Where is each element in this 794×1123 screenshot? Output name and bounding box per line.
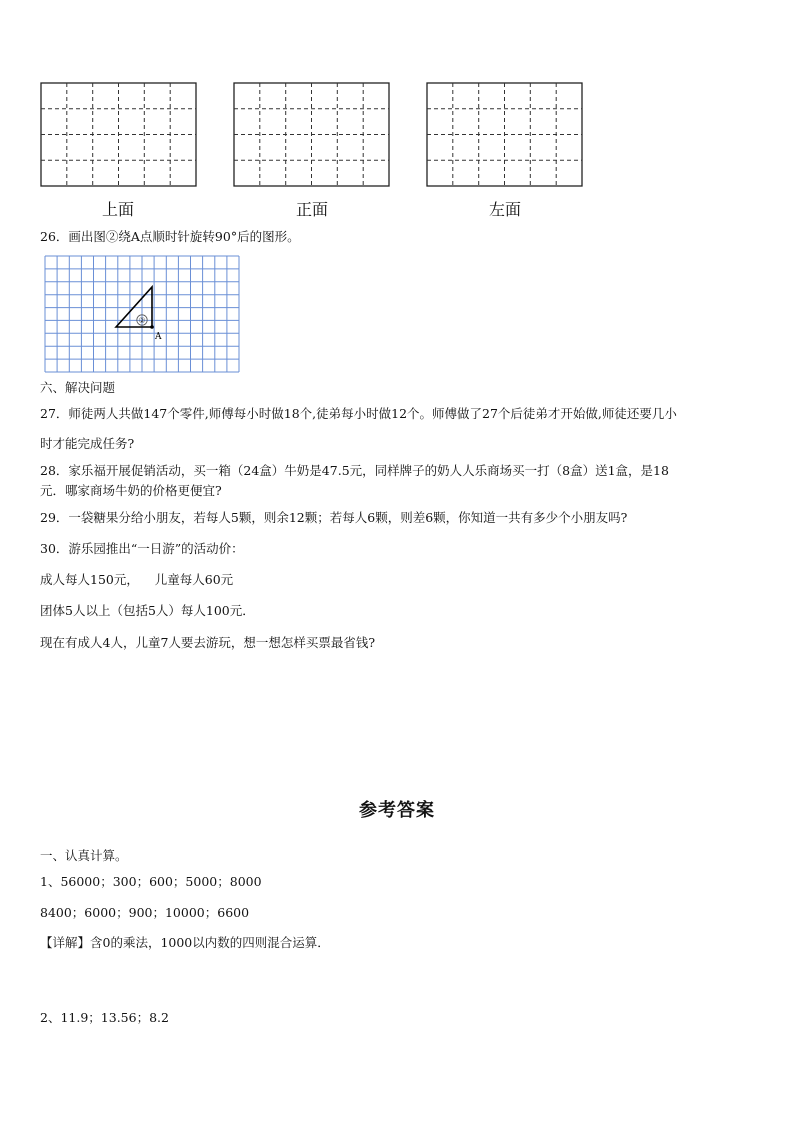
question-27-line-2: 时才能完成任务?	[40, 436, 135, 451]
top-view-label: 上面	[101, 200, 134, 219]
front-view-grid	[233, 82, 390, 188]
question-30-line-4: 现在有成人4人，儿童7人要去游玩，想一想怎样买票最省钱?	[40, 635, 376, 650]
section-6-title: 六、解决问题	[40, 380, 116, 395]
question-28-line-2: 元．哪家商场牛奶的价格更便宜?	[40, 483, 222, 498]
question-30-line-1: 30．游乐园推出“一日游”的活动价：	[40, 541, 244, 556]
shape-number-label: ②	[138, 316, 146, 326]
front-view-label: 正面	[295, 200, 328, 219]
triangle-shape	[116, 287, 152, 327]
point-a-dot	[150, 325, 154, 329]
top-view-grid	[40, 82, 197, 188]
question-29: 29．一袋糖果分给小朋友，若每人5颗，则余12颗；若每人6颗，则差6颗，你知道一共有多少个小朋友吗?	[40, 510, 628, 525]
question-30-line-3: 团体5人以上（包括5人）每人100元．	[40, 603, 255, 618]
view-grids	[40, 82, 585, 188]
answer-1-line-1: 1、56000；300；600；5000；8000	[40, 874, 262, 889]
question-28-line-1: 28．家乐福开展促销活动，买一箱（24盒）牛奶是47.5元，同样牌子的奶人人乐商场买一打（8盒）送1盒，是18	[40, 463, 669, 478]
point-a-label: A	[155, 332, 162, 342]
answer-section-1: 一、认真计算。	[40, 848, 128, 863]
question-26: 26．画出图②绕A点顺时针旋转90°后的图形。	[40, 229, 300, 244]
answer-1-line-2: 8400；6000；900；10000；6600	[40, 905, 250, 920]
question-27-line-1: 27．师徒两人共做147个零件,师傅每小时做18个,徒弟每小时做12个。师傅做了27个后徒弟才开始做,师徒还要几小	[40, 406, 677, 421]
question-30-line-2: 成人每人150元， 儿童每人60元	[40, 572, 234, 587]
answer-1-detail: 【详解】含0的乘法，1000以内数的四则混合运算．	[40, 935, 330, 950]
left-view-grid	[426, 82, 583, 188]
answer-title: 参考答案	[359, 800, 435, 821]
answer-2: 2、11.9；13.56；8.2	[40, 1010, 169, 1025]
left-view-label: 左面	[488, 200, 521, 219]
rotation-grid	[44, 255, 242, 375]
